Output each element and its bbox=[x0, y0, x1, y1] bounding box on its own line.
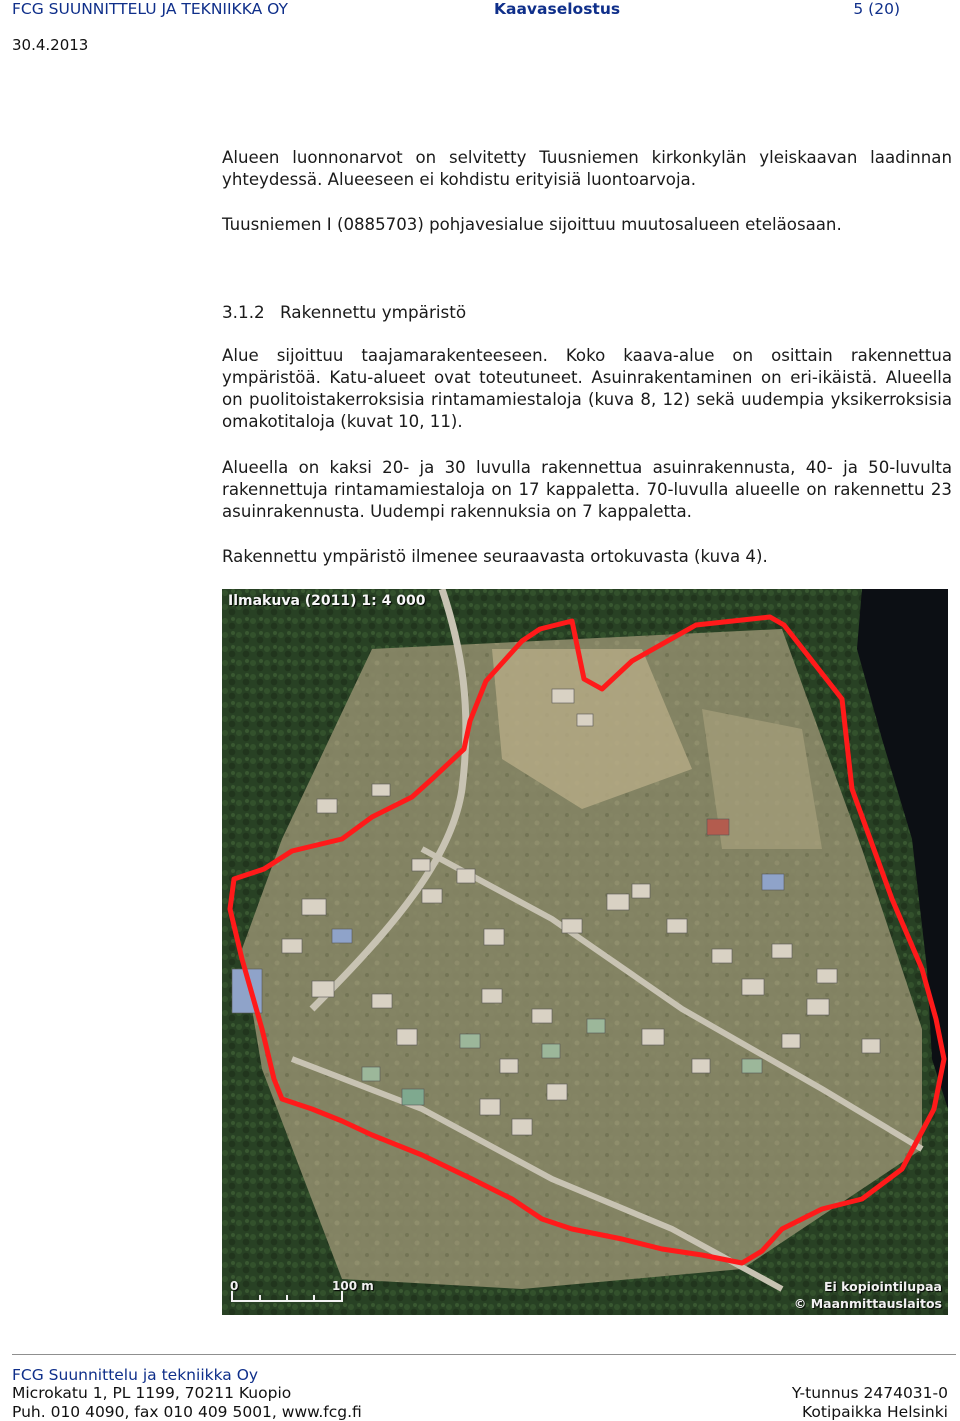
header-company: FCG SUUNNITTELU JA TEKNIIKKA OY bbox=[12, 0, 288, 18]
paragraph-built-environment bbox=[222, 345, 952, 433]
section-number: 3.1.2 bbox=[222, 302, 265, 322]
paragraph-nature-values bbox=[222, 147, 952, 191]
footer-address: Microkatu 1, PL 1199, 70211 Kuopio bbox=[12, 1384, 292, 1402]
aerial-photo-graphic bbox=[222, 589, 948, 1315]
footer-company: FCG Suunnittelu ja tekniikka Oy bbox=[12, 1366, 259, 1384]
aerial-photo-map bbox=[222, 589, 948, 1315]
header-date: 30.4.2013 bbox=[12, 36, 89, 54]
paragraph-text: Tuusniemen I (0885703) pohjavesialue sijoittuu muutosalueen eteläosaan. bbox=[222, 215, 842, 234]
scale-bar-start-label: 0 bbox=[230, 1279, 239, 1293]
paragraph-text: Alue sijoittuu taajamarakenteeseen. Koko kaava-alue on osittain rakennettua ympäristöä. Katu-alueet ovat toteutuneet. Asuinrakentaminen on eri-ikäistä. Alueella on puolitoistakerroksisia rintamamiestaloja (kuva 8, 12) sekä uudempia yksikerroksisia omakotitaloja (kuvat 10, 11). bbox=[222, 346, 952, 431]
footer-domicile: Kotipaikka Helsinki bbox=[802, 1403, 948, 1421]
paragraph-groundwater bbox=[222, 214, 952, 236]
paragraph-text: Alueella on kaksi 20- ja 30 luvulla rakennettua asuinrakennusta, 40- ja 50-luvulta rakennettuja rintamamiestaloja on 17 kappaletta. 70-luvulla alueelle on rakennettu 23 asuinrakennusta. Uudempi rakennuksia on 7 kappaletta. bbox=[222, 458, 952, 521]
footer-contact: Puh. 010 4090, fax 010 409 5001, www.fcg.fi bbox=[12, 1403, 362, 1421]
scale-bar-end-label: 100 m bbox=[332, 1279, 374, 1293]
map-title: Ilmakuva (2011) 1: 4 000 bbox=[228, 593, 426, 609]
copyright-notice: Ei kopiointilupaa bbox=[823, 1279, 942, 1294]
paragraph-text: Alueen luonnonarvot on selvitetty Tuusniemen kirkonkylän yleiskaavan laadinnan yhteydessä. Alueeseen ei kohdistu erityisiä luontoarvoja. bbox=[222, 148, 952, 189]
paragraph-buildings bbox=[222, 457, 952, 523]
section-heading bbox=[222, 302, 466, 322]
footer-divider bbox=[12, 1354, 956, 1355]
header-document-title: Kaavaselostus bbox=[494, 0, 621, 18]
footer-business-id: Y-tunnus 2474031-0 bbox=[791, 1384, 948, 1402]
paragraph-text: Rakennettu ympäristö ilmenee seuraavasta ortokuvasta (kuva 4). bbox=[222, 547, 768, 566]
copyright-owner: © Maanmittauslaitos bbox=[793, 1296, 942, 1311]
section-title: Rakennettu ympäristö bbox=[280, 302, 467, 322]
header-page-number: 5 (20) bbox=[853, 0, 900, 18]
paragraph-orthophoto-reference bbox=[222, 546, 952, 568]
